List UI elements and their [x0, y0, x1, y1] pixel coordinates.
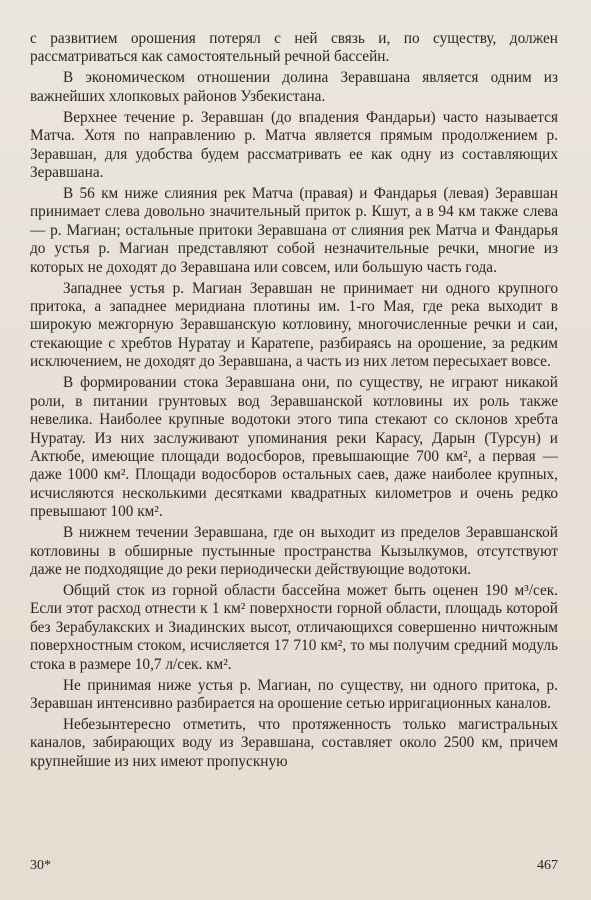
paragraph-1: с развитием орошения потерял с ней связь и, по существу, должен рассматриваться как самостоятельный речной бассейн.	[30, 30, 558, 66]
page-number: 467	[537, 858, 558, 873]
paragraph-8: Общий сток из горной области бассейна может быть оценен 190 м³/сек. Если этот расход отнести к 1 км² поверхности горной области, площадь которой без Зерабулакских и Зиадинских высот, отличающихся совершенно ничтожным поверхностным стоком, исчисляется 17 710 км², то мы получим средний модуль стока в размере 10,7 л/сек. км².	[30, 581, 558, 673]
paragraph-5: Западнее устья р. Магиан Зеравшан не принимает ни одного крупного притока, а западнее меридиана плотины им. 1-го Мая, где река выходит в широкую межгорную Зеравшанскую котловину, многочисленные речки и саи, стекающие с хребтов Нуратау и Каратепе, разбираясь на орошение, за редким исключением, не доходят до Зеравшана, а часть из них летом пересыхает вовсе.	[30, 279, 558, 371]
paragraph-4: В 56 км ниже слияния рек Матча (правая) и Фандарья (левая) Зеравшан принимает слева довольно значительный приток р. Кшут, а в 94 км также слева — р. Магиан; остальные притоки Зеравшана от слияния рек Матча и Фандарья до устья р. Магиан представляют собой незначительные речки, многие из которых не доходят до Зеравшана или совсем, или большую часть года.	[30, 185, 558, 276]
signature-mark: 30*	[30, 858, 51, 873]
paragraph-3: Верхнее течение р. Зеравшан (до впадения Фандарьи) часто называется Матча. Хотя по направлению р. Матча является прямым продолжением р. Зеравшан, для удобства будем рассматривать ее как одну из составляющих Зеравшана.	[30, 108, 558, 182]
paragraph-10: Небезынтересно отметить, что протяженность только магистральных каналов, забирающих воду из Зеравшана, составляет около 2500 км, причем крупнейшие из них имеют пропускную	[30, 715, 558, 770]
paragraph-9: Не принимая ниже устья р. Магиан, по существу, ни одного притока, р. Зеравшан интенсивно разбирается на орошение сетью ирригационных каналов.	[30, 676, 558, 712]
paragraph-2: В экономическом отношении долина Зеравшана является одним из важнейших хлопковых районов Узбекистана.	[30, 69, 558, 105]
body-text	[30, 30, 558, 774]
paragraph-6: В формировании стока Зеравшана они, по существу, не играют никакой роли, в питании грунтовых вод Зеравшанской котловины их роль также невелика. Наиболее крупные водотоки этого типа стекают со склонов хребта Нуратау. Из них заслуживают упоминания реки Карасу, Дарын (Турсун) и Актюбе, имеющие площади водосборов, превышающие 700 км², а первая — даже 1000 км². Площади водосборов остальных саев, даже наиболее крупных, исчисляются несколькими десятками квадратных километров и очень редко превышают 100 км².	[30, 374, 558, 521]
paragraph-7: В нижнем течении Зеравшана, где он выходит из пределов Зеравшанской котловины в обширные пустынные пространства Кызылкумов, отсутствуют даже не подходящие до реки периодически действующие водотоки.	[30, 524, 558, 578]
